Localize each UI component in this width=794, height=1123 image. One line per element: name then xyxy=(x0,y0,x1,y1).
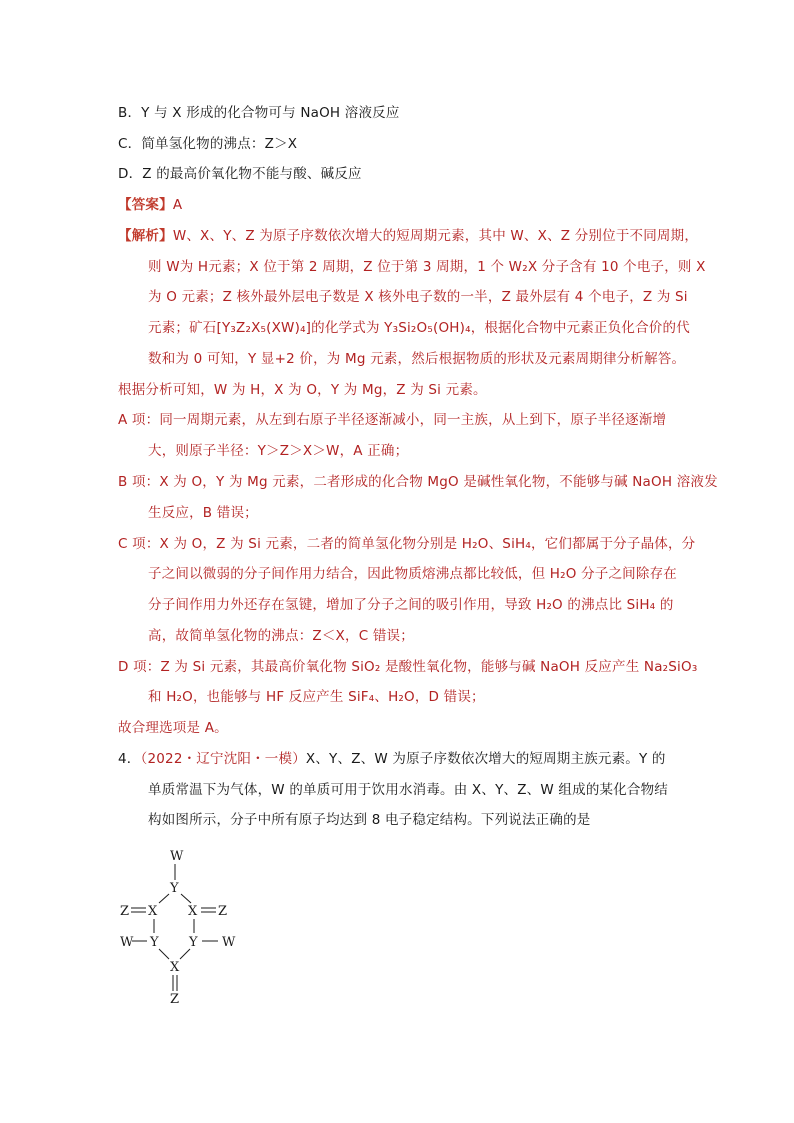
atom-bottom-x: X xyxy=(170,960,180,975)
bond-left-y-bottom-x xyxy=(159,949,169,959)
atom-right-w: W xyxy=(222,935,236,950)
question-source: （2022・辽宁沈阳・一模） xyxy=(140,751,306,767)
question-4-line-2: 单质常温下为气体，W 的单质可用于饮用水消毒。由 X、Y、Z、W 组成的某化合物结 xyxy=(148,782,669,798)
atom-left-x: X xyxy=(148,904,158,919)
item-c-line-4: 高，故简单氢化物的沸点：Z＜X，C 错误； xyxy=(148,628,414,644)
atom-top-y: Y xyxy=(170,881,179,896)
item-d-line-2: 和 H₂O，也能够与 HF 反应产生 SiF₄、H₂O，D 错误； xyxy=(148,689,485,705)
item-c-line-1: C 项：X 为 O，Z 为 Si 元素，二者的简单氢化物分别是 H₂O、SiH₄，它们都属于分子晶体，分 xyxy=(118,536,696,552)
atom-left-y: Y xyxy=(150,935,159,950)
atom-right-y: Y xyxy=(189,935,198,950)
analysis-line-3: 为 O 元素；Z 核外最外层电子数是 X 核外电子数的一半，Z 最外层有 4 个电子，Z 为 Si xyxy=(148,289,688,305)
answer-label: 【答案】 xyxy=(118,197,173,213)
analysis-summary: 根据分析可知，W 为 H，X 为 O，Y 为 Mg，Z 为 Si 元素。 xyxy=(118,382,487,398)
question-4-line-1 xyxy=(118,749,666,769)
analysis-label: 【解析】 xyxy=(118,228,173,244)
bond-top-y-right-x xyxy=(181,894,191,903)
atom-right-x: X xyxy=(188,904,198,919)
item-b-line-1: B 项：X 为 O，Y 为 Mg 元素，二者形成的化合物 MgO 是碱性氧化物，不能够与碱 NaOH 溶液发 xyxy=(118,474,718,490)
answer-line xyxy=(118,195,182,215)
answer-value: A xyxy=(172,197,183,213)
atom-right-z: Z xyxy=(218,904,228,919)
analysis-line-2: 则 W为 H元素；X 位于第 2 周期，Z 位于第 3 周期，1 个 W₂X 分子含有 10 个电子，则 X xyxy=(148,259,706,275)
item-d-line-1: D 项：Z 为 Si 元素，其最高价氧化物 SiO₂ 是酸性氧化物，能够与碱 NaOH 反应产生 Na₂SiO₃ xyxy=(118,659,698,675)
analysis-line-1 xyxy=(118,226,698,246)
atom-top-w: W xyxy=(170,849,184,864)
item-c-line-2: 子之间以微弱的分子间作用力结合，因此物质熔沸点都比较低，但 H₂O 分子之间除存在 xyxy=(148,566,677,582)
analysis-text: W、X、Y、Z 为原子序数依次增大的短周期元素，其中 W、X、Z 分别位于不同周期， xyxy=(172,228,699,244)
option-c: C．简单氢化物的沸点：Z＞X xyxy=(118,136,298,152)
question-4-line-3: 构如图所示，分子中所有原子均达到 8 电子稳定结构。下列说法正确的是 xyxy=(148,812,591,828)
atom-left-w: W xyxy=(120,935,134,950)
analysis-line-4: 元素；矿石[Y₃Z₂X₅(XW)₄]的化学式为 Y₃Si₂O₅(OH)₄，根据化合物中元素正负化合价的代 xyxy=(148,320,690,336)
molecular-structure-diagram xyxy=(112,845,252,1010)
option-b: B．Y 与 X 形成的化合物可与 NaOH 溶液反应 xyxy=(118,105,400,121)
atom-bottom-z: Z xyxy=(170,992,180,1007)
option-d: D．Z 的最高价氧化物不能与酸、碱反应 xyxy=(118,166,362,182)
analysis-line-5: 数和为 0 可知，Y 显+2 价，为 Mg 元素，然后根据物质的形状及元素周期律分析解答。 xyxy=(148,351,686,367)
bond-top-y-left-x xyxy=(159,894,169,903)
item-a-line-2: 大，则原子半径：Y＞Z＞X＞W，A 正确； xyxy=(148,443,409,459)
analysis-conclusion: 故合理选项是 A。 xyxy=(118,720,228,736)
bond-right-y-bottom-x xyxy=(180,949,190,959)
structure-svg xyxy=(112,845,252,1010)
atom-left-z: Z xyxy=(120,904,130,919)
item-b-line-2: 生反应，B 错误； xyxy=(148,505,258,521)
question-number: 4． xyxy=(118,751,141,767)
item-a-line-1: A 项：同一周期元素，从左到右原子半径逐渐减小，同一主族，从上到下，原子半径逐渐增 xyxy=(118,412,667,428)
question-text-start: X、Y、Z、W 为原子序数依次增大的短周期主族元素。Y 的 xyxy=(305,751,666,767)
item-c-line-3: 分子间作用力外还存在氢键，增加了分子之间的吸引作用，导致 H₂O 的沸点比 SiH₄ 的 xyxy=(148,597,674,613)
